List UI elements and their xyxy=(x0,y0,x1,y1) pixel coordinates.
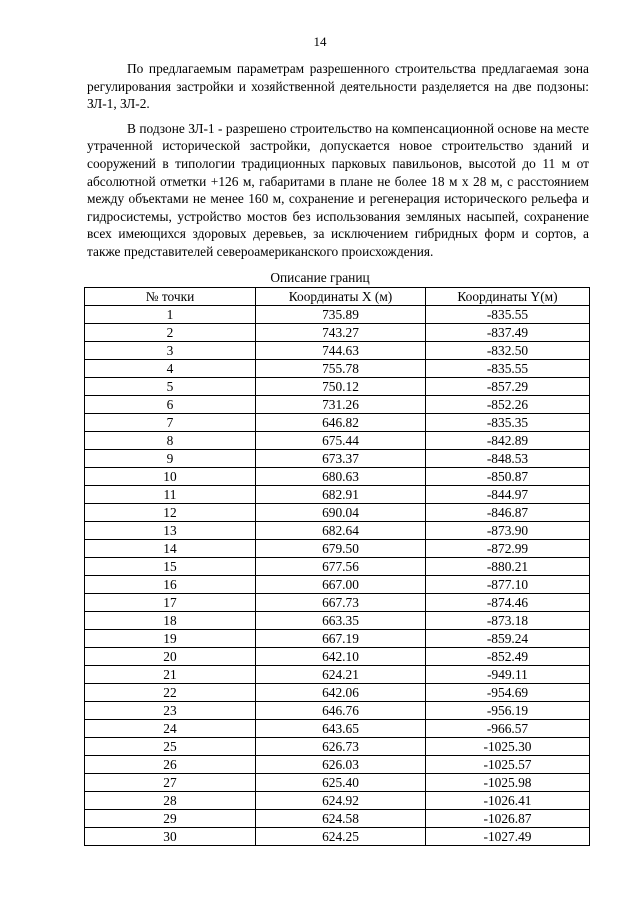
table-row xyxy=(85,450,590,468)
cell-coordinate-y: -873.90 xyxy=(426,522,590,540)
cell-point-number: 6 xyxy=(85,396,256,414)
body-text xyxy=(87,60,589,268)
cell-coordinate-x: 626.03 xyxy=(256,756,426,774)
cell-point-number: 8 xyxy=(85,432,256,450)
cell-point-number: 19 xyxy=(85,630,256,648)
paragraph-zl1-rules: В подзоне ЗЛ-1 - разрешено строительство на компенсационной основе на месте утраченной исторической застройки, допускается новое строительство зданий и сооружений в типологии традиционных парковых павильонов, высотой до 11 м от абсолютной отметки +126 м, габаритами в плане не более 18 м х 28 м, с расстоянием между объектами не менее 160 м, сохранение и регенерация исторического рельефа и гидросистемы, устройство мостов без использования земляных насыпей, сохранение всех имеющихся здоровых деревьев, за исключением гибридных форм и сортов, а также представителей североамериканского происхождения. xyxy=(87,120,589,259)
cell-coordinate-x: 673.37 xyxy=(256,450,426,468)
table-row xyxy=(85,414,590,432)
cell-point-number: 11 xyxy=(85,486,256,504)
cell-coordinate-x: 624.21 xyxy=(256,666,426,684)
table-row xyxy=(85,630,590,648)
cell-point-number: 22 xyxy=(85,684,256,702)
cell-coordinate-y: -1026.41 xyxy=(426,792,590,810)
cell-coordinate-y: -1025.98 xyxy=(426,774,590,792)
cell-coordinate-x: 667.73 xyxy=(256,594,426,612)
table-caption: Описание границ xyxy=(270,270,370,285)
header-point-number: № точки xyxy=(85,288,256,306)
table-row xyxy=(85,468,590,486)
cell-coordinate-x: 735.89 xyxy=(256,306,426,324)
cell-coordinate-y: -846.87 xyxy=(426,504,590,522)
cell-coordinate-y: -1025.57 xyxy=(426,756,590,774)
cell-coordinate-y: -1027.49 xyxy=(426,828,590,846)
table-row xyxy=(85,828,590,846)
cell-coordinate-x: 642.10 xyxy=(256,648,426,666)
cell-coordinate-x: 750.12 xyxy=(256,378,426,396)
table-row xyxy=(85,504,590,522)
cell-coordinate-y: -848.53 xyxy=(426,450,590,468)
cell-coordinate-y: -835.35 xyxy=(426,414,590,432)
cell-point-number: 18 xyxy=(85,612,256,630)
cell-point-number: 5 xyxy=(85,378,256,396)
cell-coordinate-x: 663.35 xyxy=(256,612,426,630)
cell-coordinate-y: -837.49 xyxy=(426,324,590,342)
cell-coordinate-x: 625.40 xyxy=(256,774,426,792)
table-row xyxy=(85,684,590,702)
table-row xyxy=(85,540,590,558)
cell-point-number: 9 xyxy=(85,450,256,468)
cell-point-number: 30 xyxy=(85,828,256,846)
cell-coordinate-x: 667.00 xyxy=(256,576,426,594)
cell-point-number: 28 xyxy=(85,792,256,810)
cell-point-number: 4 xyxy=(85,360,256,378)
table-row xyxy=(85,702,590,720)
cell-coordinate-y: -872.99 xyxy=(426,540,590,558)
cell-point-number: 10 xyxy=(85,468,256,486)
cell-coordinate-x: 682.64 xyxy=(256,522,426,540)
cell-coordinate-x: 667.19 xyxy=(256,630,426,648)
table-row xyxy=(85,432,590,450)
cell-coordinate-x: 755.78 xyxy=(256,360,426,378)
table-row xyxy=(85,594,590,612)
table-row xyxy=(85,612,590,630)
page-number: 14 xyxy=(313,34,327,49)
table-row xyxy=(85,738,590,756)
cell-point-number: 1 xyxy=(85,306,256,324)
cell-coordinate-x: 643.65 xyxy=(256,720,426,738)
cell-coordinate-x: 646.76 xyxy=(256,702,426,720)
cell-coordinate-x: 690.04 xyxy=(256,504,426,522)
cell-coordinate-y: -835.55 xyxy=(426,360,590,378)
cell-coordinate-y: -956.19 xyxy=(426,702,590,720)
cell-coordinate-y: -1025.30 xyxy=(426,738,590,756)
cell-coordinate-x: 624.92 xyxy=(256,792,426,810)
table-row xyxy=(85,378,590,396)
cell-point-number: 2 xyxy=(85,324,256,342)
table-row xyxy=(85,306,590,324)
cell-point-number: 26 xyxy=(85,756,256,774)
cell-point-number: 27 xyxy=(85,774,256,792)
header-coordinate-y: Координаты Y(м) xyxy=(426,288,590,306)
paragraph-subzones: По предлагаемым параметрам разрешенного строительства предлагаемая зона регулирования застройки и хозяйственной деятельности разделяется на две подзоны: ЗЛ-1, ЗЛ-2. xyxy=(87,61,589,112)
table-row xyxy=(85,522,590,540)
cell-coordinate-x: 679.50 xyxy=(256,540,426,558)
cell-point-number: 25 xyxy=(85,738,256,756)
cell-coordinate-y: -880.21 xyxy=(426,558,590,576)
cell-coordinate-x: 626.73 xyxy=(256,738,426,756)
cell-coordinate-x: 744.63 xyxy=(256,342,426,360)
cell-coordinate-x: 677.56 xyxy=(256,558,426,576)
cell-coordinate-y: -949.11 xyxy=(426,666,590,684)
table-row xyxy=(85,324,590,342)
table-body xyxy=(85,306,590,846)
cell-coordinate-x: 624.58 xyxy=(256,810,426,828)
table-row xyxy=(85,396,590,414)
cell-coordinate-y: -859.24 xyxy=(426,630,590,648)
cell-coordinate-y: -966.57 xyxy=(426,720,590,738)
table-row xyxy=(85,648,590,666)
cell-point-number: 16 xyxy=(85,576,256,594)
cell-point-number: 24 xyxy=(85,720,256,738)
cell-coordinate-y: -873.18 xyxy=(426,612,590,630)
table-row xyxy=(85,360,590,378)
table-row xyxy=(85,486,590,504)
cell-coordinate-x: 642.06 xyxy=(256,684,426,702)
cell-coordinate-y: -835.55 xyxy=(426,306,590,324)
cell-coordinate-y: -877.10 xyxy=(426,576,590,594)
cell-coordinate-x: 675.44 xyxy=(256,432,426,450)
cell-point-number: 23 xyxy=(85,702,256,720)
cell-point-number: 12 xyxy=(85,504,256,522)
cell-point-number: 13 xyxy=(85,522,256,540)
cell-coordinate-y: -852.49 xyxy=(426,648,590,666)
cell-point-number: 20 xyxy=(85,648,256,666)
cell-point-number: 14 xyxy=(85,540,256,558)
cell-coordinate-x: 624.25 xyxy=(256,828,426,846)
table-header-row xyxy=(85,288,590,306)
table-row xyxy=(85,666,590,684)
cell-coordinate-x: 680.63 xyxy=(256,468,426,486)
cell-coordinate-y: -844.97 xyxy=(426,486,590,504)
cell-point-number: 15 xyxy=(85,558,256,576)
cell-point-number: 7 xyxy=(85,414,256,432)
cell-point-number: 17 xyxy=(85,594,256,612)
cell-point-number: 21 xyxy=(85,666,256,684)
cell-coordinate-y: -954.69 xyxy=(426,684,590,702)
cell-coordinate-y: -850.87 xyxy=(426,468,590,486)
cell-coordinate-y: -852.26 xyxy=(426,396,590,414)
cell-coordinate-y: -874.46 xyxy=(426,594,590,612)
cell-coordinate-y: -832.50 xyxy=(426,342,590,360)
table-row xyxy=(85,810,590,828)
table-row xyxy=(85,720,590,738)
table-row xyxy=(85,774,590,792)
cell-coordinate-y: -857.29 xyxy=(426,378,590,396)
cell-coordinate-x: 731.26 xyxy=(256,396,426,414)
cell-coordinate-x: 646.82 xyxy=(256,414,426,432)
cell-coordinate-x: 743.27 xyxy=(256,324,426,342)
header-coordinate-x: Координаты X (м) xyxy=(256,288,426,306)
boundary-coordinates-table xyxy=(84,287,590,846)
table-row xyxy=(85,342,590,360)
cell-coordinate-y: -1026.87 xyxy=(426,810,590,828)
cell-coordinate-x: 682.91 xyxy=(256,486,426,504)
cell-coordinate-y: -842.89 xyxy=(426,432,590,450)
cell-point-number: 29 xyxy=(85,810,256,828)
table-row xyxy=(85,756,590,774)
table-row xyxy=(85,576,590,594)
cell-point-number: 3 xyxy=(85,342,256,360)
table-row xyxy=(85,558,590,576)
table-row xyxy=(85,792,590,810)
